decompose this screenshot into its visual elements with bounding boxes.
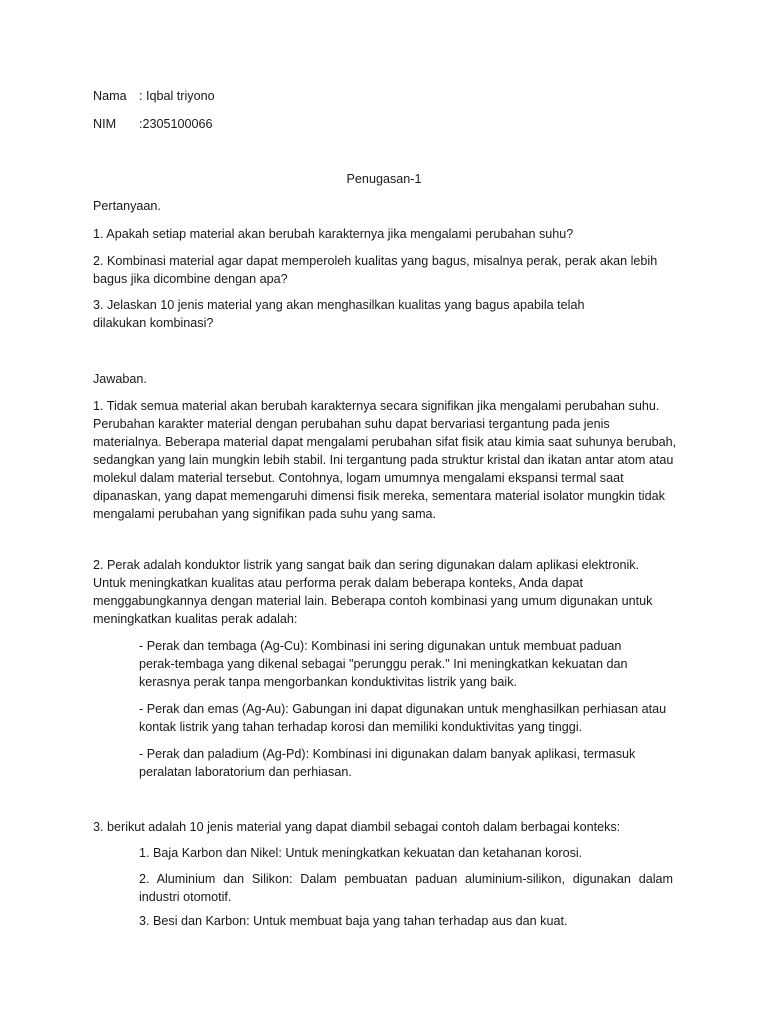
- nim-label: NIM: [93, 117, 117, 131]
- questions-heading: Pertanyaan.: [93, 199, 161, 213]
- answer-2-item-2: - Perak dan emas (Ag-Au): Gabungan ini dapat digunakan untuk menghasilkan perhiasan atau kontak listrik yang tahan terhadap korosi dan memiliki konduktivitas yang tinggi.: [139, 702, 667, 734]
- answer-1: 1. Tidak semua material akan berubah karakternya secara signifikan jika mengalami perubahan suhu. Perubahan karakter material dengan perubahan suhu dapat bervariasi tergantung pada jenis materialnya. Beberapa material dapat mengalami perubahan sifat fisik atau kimia saat suhunya berubah, sedangkan yang lain mungkin lebih stabil. Ini tergantung pada struktur kristal dan ikatan antar atom atau molekul dalam material tersebut. Contohnya, logam umumnya mengalami ekspansi termal saat dipanaskan, yang dapat memengaruhi dimensi fisik mereka, sementara material isolator mungkin tidak mengalami perubahan yang signifikan pada suhu yang sama.: [93, 399, 677, 521]
- answer-3-item-2: 2. Aluminium dan Silikon: Dalam pembuatan paduan aluminium-silikon, digunakan dalam industri otomotif.: [139, 872, 673, 904]
- question-1: 1. Apakah setiap material akan berubah karakternya jika mengalami perubahan suhu?: [93, 227, 574, 241]
- question-3: 3. Jelaskan 10 jenis material yang akan menghasilkan kualitas yang bagus apabila telah dilakukan kombinasi?: [93, 298, 585, 330]
- name-value: : Iqbal triyono: [139, 89, 215, 103]
- answer-3-intro: 3. berikut adalah 10 jenis material yang dapat diambil sebagai contoh dalam berbagai konteks:: [93, 820, 621, 834]
- name-label: Nama: [93, 89, 127, 103]
- nim-value: :2305100066: [139, 117, 213, 131]
- answer-2-intro: 2. Perak adalah konduktor listrik yang sangat baik dan sering digunakan dalam aplikasi elektronik. Untuk meningkatkan kualitas atau performa perak dalam beberapa konteks, Anda dapat menggabungkannya dengan material lain. Beberapa contoh kombinasi yang umum digunakan untuk meningkatkan kualitas perak adalah:: [93, 558, 653, 626]
- answer-2-item-3: - Perak dan paladium (Ag-Pd): Kombinasi ini digunakan dalam banyak aplikasi, termasuk peralatan laboratorium dan perhiasan.: [139, 747, 636, 779]
- document-title: Penugasan-1: [346, 172, 422, 186]
- question-2: 2. Kombinasi material agar dapat memperoleh kualitas yang bagus, misalnya perak, perak akan lebih bagus jika dicombine dengan apa?: [93, 254, 658, 286]
- answer-2-item-1: - Perak dan tembaga (Ag-Cu): Kombinasi ini sering digunakan untuk membuat paduan perak-tembaga yang dikenal sebagai "perunggu perak." Ini meningkatkan kekuatan dan kerasnya perak tanpa mengorbankan konduktivitas listrik yang baik.: [139, 639, 628, 689]
- name-row: [93, 87, 215, 105]
- answer-3-item-1: 1. Baja Karbon dan Nikel: Untuk meningkatkan kekuatan dan ketahanan korosi.: [139, 846, 583, 860]
- nim-row: [93, 115, 213, 133]
- answer-3-item-3: 3. Besi dan Karbon: Untuk membuat baja yang tahan terhadap aus dan kuat.: [139, 914, 568, 928]
- answers-heading: Jawaban.: [93, 372, 147, 386]
